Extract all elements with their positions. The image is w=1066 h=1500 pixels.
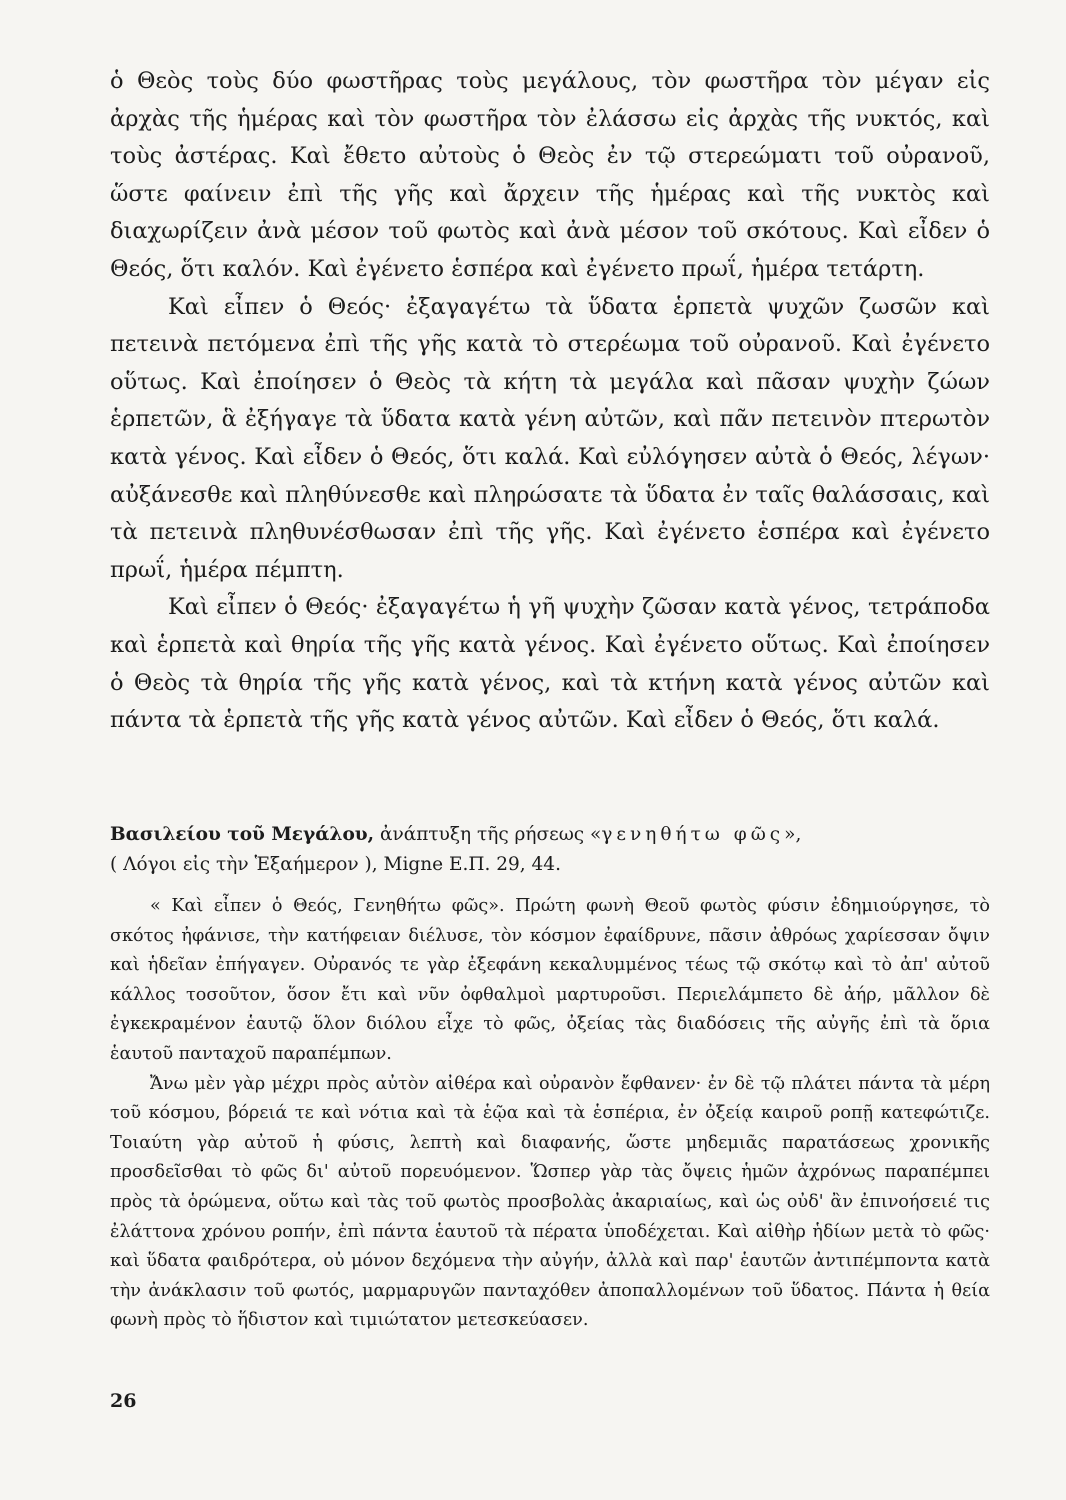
genesis-paragraph: Καὶ εἶπεν ὁ Θεός· ἐξαγαγέτω τὰ ὕδατα ἑρπετὰ ψυχῶν ζωσῶν καὶ πετεινὰ πετόμενα ἐπὶ τῆς γῆς κατὰ τὸ στερέωμα τοῦ οὐρανοῦ. Καὶ ἐγένετο οὕτως. Καὶ ἐποίησεν ὁ Θεὸς τὰ κήτη τὰ μεγάλα καὶ πᾶσαν ψυχὴν ζώων ἑρπετῶν, ἃ ἐξήγαγε τὰ ὕδατα κατὰ γένη αὐτῶν, καὶ πᾶν πετεινὸν πτερωτὸν κατὰ γένος. Καὶ εἶδεν ὁ Θεός, ὅτι καλά. Καὶ εὐλόγησεν αὐτὰ ὁ Θεός, λέγων· αὐξάνεσθε καὶ πληθύνεσθε καὶ πληρώσατε τὰ ὕδατα ἐν ταῖς θαλάσσαις, καὶ τὰ πετεινὰ πληθυνέσθωσαν ἐπὶ τῆς γῆς. Καὶ ἐγένετο ἑσπέρα καὶ ἐγένετο πρωΐ, ἡμέρα πέμπτη. (110, 293, 990, 583)
citation-author: Βασιλείου τοῦ Μεγάλου, (110, 824, 375, 845)
citation-phrase: γενηθήτω φῶς (601, 824, 785, 845)
citation-line (110, 820, 990, 850)
citation-source: ( Λόγοι εἰς τὴν Ἑξαήμερον ), Migne Ε.Π. 29, 44. (110, 854, 561, 875)
quote-paragraph: Ἄνω μὲν γὰρ μέχρι πρὸς αὐτὸν αἰθέρα καὶ οὐρανὸν ἔφθανεν· ἐν δὲ τῷ πλάτει πάντα τὰ μέρη τοῦ κόσμου, βόρειά τε καὶ νότια καὶ τὰ ἑῷα καὶ τὰ ἑσπέρια, ἐν ὀξείᾳ καιροῦ ροπῇ κατεφώτιζε. Τοιαύτη γὰρ αὐτοῦ ἡ φύσις, λεπτὴ καὶ διαφανής, ὥστε μηδεμιᾶς παρατάσεως χρονικῆς προσδεῖσθαι τὸ φῶς δι' αὐτοῦ πορευόμενον. Ὥσπερ γὰρ τὰς ὄψεις ἡμῶν ἀχρόνως παραπέμπει πρὸς τὰ ὁρώμενα, οὕτω καὶ τὰς τοῦ φωτὸς προσβολὰς ἀκαριαίως, καὶ ὡς οὐδ' ἂν ἐπινοήσειέ τις ἐλάττονα χρόνου ροπήν, ἐπὶ πάντα ἑαυτοῦ τὰ πέρατα ὑποδέχεται. Καὶ αἰθὴρ ἡδίων μετὰ τὸ φῶς· καὶ ὕδατα φαιδρότερα, οὐ μόνον δεχόμενα τὴν αὐγήν, ἀλλὰ καὶ παρ' ἑαυτῶν ἀντιπέμποντα κατὰ τὴν ἀνάκλασιν τοῦ φωτός, μαρμαρυγῶν πανταχόθεν ἀποπαλλομένων τοῦ ὕδατος. Πάντα ἡ θεία φωνὴ πρὸς τὸ ἥδιστον καὶ τιμιώτατον μετεσκεύασεν. (110, 1073, 990, 1331)
citation-intro: ἀνάπτυξη τῆς ρήσεως « (379, 824, 602, 845)
page-number: 26 (110, 1390, 137, 1412)
citation-heading (110, 820, 990, 880)
genesis-paragraph: ὁ Θεὸς τοὺς δύο φωστῆρας τοὺς μεγάλους, τὸν φωστῆρα τὸν μέγαν εἰς ἀρχὰς τῆς ἡμέρας καὶ τὸν φωστῆρα τὸν ἐλάσσω εἰς ἀρχὰς τῆς νυκτός, καὶ τοὺς ἀστέρας. Καὶ ἔθετο αὐτοὺς ὁ Θεὸς ἐν τῷ στερεώματι τοῦ οὐρανοῦ, ὥστε φαίνειν ἐπὶ τῆς γῆς καὶ ἄρχειν τῆς ἡμέρας καὶ τῆς νυκτὸς καὶ διαχωρίζειν ἀνὰ μέσον τοῦ φωτὸς καὶ ἀνὰ μέσον τοῦ σκότους. Καὶ εἶδεν ὁ Θεός, ὅτι καλόν. Καὶ ἐγένετο ἑσπέρα καὶ ἐγένετο πρωΐ, ἡμέρα τετάρτη. (110, 68, 990, 282)
genesis-text-block (110, 63, 990, 740)
quote-paragraph: « Καὶ εἶπεν ὁ Θεός, Γενηθήτω φῶς». Πρώτη φωνὴ Θεοῦ φωτὸς φύσιν ἐδημιούργησε, τὸ σκότος ἠφάνισε, τὴν κατήφειαν διέλυσε, τὸν κόσμον ἐφαίδρυνε, πᾶσιν ἀθρόως χαρίεσσαν ὄψιν καὶ ἡδεῖαν ἐπήγαγεν. Οὐρανός τε γὰρ ἐξεφάνη κεκαλυμμένος τέως τῷ σκότῳ καὶ τὸ ἀπ' αὐτοῦ κάλλος τοσοῦτον, ὅσον ἔτι καὶ νῦν ὀφθαλμοὶ μαρτυροῦσι. Περιελάμπετο δὲ ἀήρ, μᾶλλον δὲ ἐγκεκραμένον ἑαυτῷ ὅλον διόλου εἶχε τὸ φῶς, ὀξείας τὰς διαδόσεις τῆς αὐγῆς ἐπὶ τὰ ὅρια ἑαυτοῦ πανταχοῦ παραπέμπων. (110, 896, 990, 1064)
citation-close: », (784, 824, 802, 845)
genesis-paragraph: Καὶ εἶπεν ὁ Θεός· ἐξαγαγέτω ἡ γῆ ψυχὴν ζῶσαν κατὰ γένος, τετράποδα καὶ ἑρπετὰ καὶ θηρία τῆς γῆς κατὰ γένος. Καὶ ἐγένετο οὕτως. Καὶ ἐποίησεν ὁ Θεὸς τὰ θηρία τῆς γῆς κατὰ γένος, καὶ τὰ κτήνη κατὰ γένος αὐτῶν καὶ πάντα τὰ ἑρπετὰ τῆς γῆς κατὰ γένος αὐτῶν. Καὶ εἶδεν ὁ Θεός, ὅτι καλά. (110, 594, 990, 734)
basil-quote-block (110, 892, 990, 1336)
